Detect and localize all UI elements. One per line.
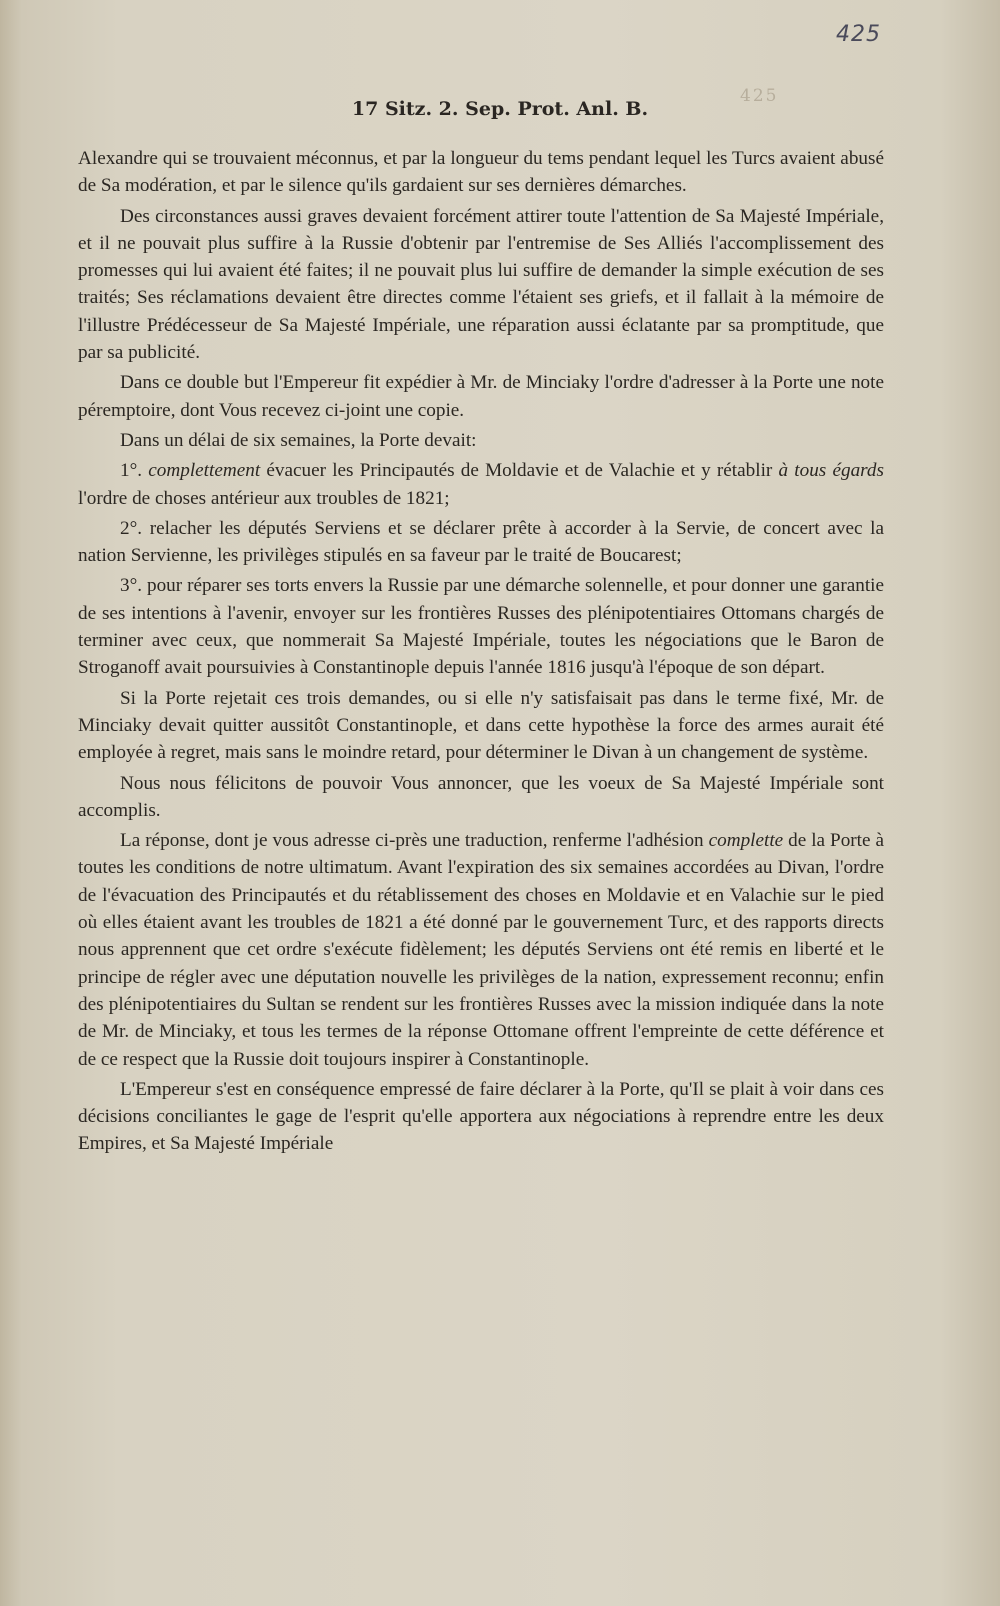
paragraph-4 (78, 427, 884, 454)
text-span: évacuer les Principautés de Moldavie et de Valachie et y rétablir (260, 460, 779, 482)
paragraph-11 (78, 1076, 884, 1158)
paragraph-1 (78, 145, 884, 200)
paragraph-2 (78, 203, 884, 367)
paragraph-7-item-3 (78, 572, 884, 681)
paragraph-3 (78, 369, 884, 424)
emphasis: complettement (148, 460, 261, 482)
text-span: l'ordre de choses antérieur aux troubles de 1821; (78, 487, 450, 509)
text-span: 2°. relacher les députés Serviens et se déclarer prête à accorder à la Servie, de concert avec la nation Servienne, les privilèges stipulés en sa faveur par le traité de Boucarest; (78, 517, 884, 567)
emphasis: à tous égards (778, 460, 884, 482)
text-span: Si la Porte rejetait ces trois demandes, ou si elle n'y satisfaisait pas dans le terme fixé, Mr. de Minciaky devait quitter aussitôt Constantinople, et dans cette hypothèse la force des armes aurait été employée à regret, mais sans le moindre retard, pour déterminer le Divan à un changement de système. (78, 687, 884, 764)
paragraph-9 (78, 770, 884, 825)
text-span: de la Porte à toutes les conditions de notre ultimatum. Avant l'expiration des six semaines accordées au Divan, l'ordre de l'évacuation des Principautés et du rétablissement des choses en Moldavie et en Valachie sur le pied où elles étaient avant les troubles de 1821 a été donné par le gouvernement Turc, et des rapports directs nous apprennent que cet ordre s'exécute fidèlement; les députés Serviens ont été remis en liberté et le principe de régler avec une députation nouvelle les privilèges de la nation, expressement reconnu; enfin des plénipotentiaires du Sultan se rendent sur les frontières Russes avec la mission indiquée dans la note de Mr. de Minciaky, et tous les termes de la réponse Ottomane offrent l'empreinte de cette déférence et de ce respect que la Russie doit toujours inspirer à Constantinople. (78, 830, 884, 1070)
text-span: L'Empereur s'est en conséquence empressé de faire déclarer à la Porte, qu'Il se plait à voir dans ces décisions conciliantes le gage de l'esprit qu'elle apportera aux négociations à reprendre entre les deux Empires, et Sa Majesté Impériale (78, 1078, 884, 1155)
text-span: 3°. pour réparer ses torts envers la Russie par une démarche solennelle, et pour donner une garantie de ses intentions à l'avenir, envoyer sur les frontières Russes des plénipotentiaires Ottomans chargés de terminer avec ceux, que nommerait Sa Majesté Impériale, toutes les négociations que le Baron de Stroganoff avait poursuivies à Constantinople depuis l'année 1816 jusqu'à l'époque de son départ. (78, 575, 884, 679)
text-span: Nous nous félicitons de pouvoir Vous annoncer, que les voeux de Sa Majesté Impériale sont accomplis. (78, 772, 884, 821)
text-span: Dans un délai de six semaines, la Porte devait: (120, 429, 477, 451)
text-span: Des circonstances aussi graves devaient forcément attirer toute l'attention de Sa Majesté Impériale, et il ne pouvait plus suffire à la Russie d'obtenir par l'entremise de Ses Alliés l'accomplissement des promesses qui lui avaient été faites; il ne pouvait plus lui suffire de demander la simple exécution de ses traités; Ses réclamations devaient être directes comme l'étaient ses griefs, et il fallait à la mémoire de l'illustre Prédécesseur de Sa Majesté Impériale, une réparation aussi éclatante par sa promptitude, que par sa publicité. (78, 205, 884, 364)
faint-stamp: 425 (740, 86, 779, 106)
paragraph-8 (78, 685, 884, 767)
paragraph-5-item-1 (78, 457, 884, 512)
paragraph-6-item-2 (78, 515, 884, 570)
text-span: Alexandre qui se trouvaient méconnus, et par la longueur du tems pendant lequel les Turcs avaient abusé de Sa modération, et par le silence qu'ils gardaient sur ses dernières démarches. (78, 148, 884, 197)
page-number: 425 (836, 22, 881, 47)
body-text (78, 145, 884, 1161)
emphasis: complette (708, 830, 784, 852)
running-header: 17 Sitz. 2. Sep. Prot. Anl. B. (351, 98, 649, 120)
paragraph-10 (78, 827, 884, 1073)
text-span: La réponse, dont je vous adresse ci-près une traduction, renferme l'adhésion (120, 830, 709, 852)
text-span: Dans ce double but l'Empereur fit expédier à Mr. de Minciaky l'ordre d'adresser à la Porte une note péremptoire, dont Vous recevez ci-joint une copie. (78, 372, 884, 421)
text-span: 1°. (120, 460, 149, 482)
